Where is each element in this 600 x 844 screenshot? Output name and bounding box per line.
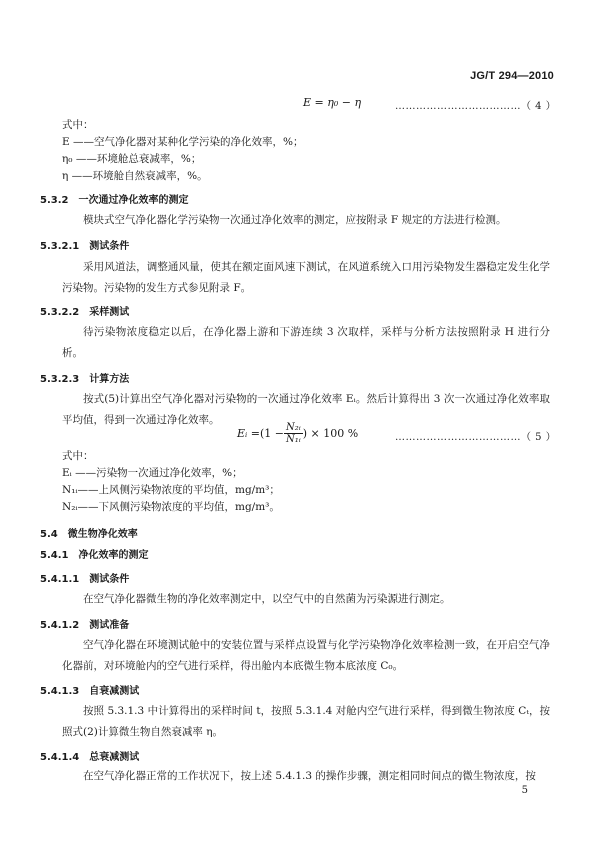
paragraph: 在空气净化器正常的工作状况下，按上述 5.4.1.3 的操作步骤，测定相同时间点的微生物浓度，按 [83,770,536,782]
section-heading: 5.4 微生物净化效率 [40,529,138,540]
fraction [284,422,303,445]
definitions-intro: 式中： [62,450,94,462]
paragraph: 按照 5.3.1.3 中计算得出的采样时间 t，按照 5.3.1.4 对舱内空气进行采样，得到微生物浓度 Cₜ，按照式(2)计算微生物自然衰减率 η。 [62,705,550,738]
section-heading: 5.4.1.2 测试准备 [40,620,130,631]
definition-item: η ——环境舱自然衰减率，%。 [62,170,208,182]
fraction-denominator: N₁ᵢ [285,434,301,445]
section-heading: 5.3.2.1 测试条件 [40,241,130,252]
definition-item: E ——空气净化器对某种化学污染的净化效率，%； [62,136,304,148]
definition-item: N₁ᵢ——上风侧污染物浓度的平均值，mg/m³； [62,484,280,496]
section-heading: 5.3.2.3 计算方法 [40,374,130,385]
equation-5 [237,422,358,445]
definition-item: η₀ ——环境舱总衰减率，%； [62,153,202,165]
equation-4-number: ………………………………（ 4 ） [395,101,557,112]
equation-4: E = η₀ − η [303,96,362,109]
fraction-numerator: N₂ᵢ [285,422,301,433]
equation-5-lhs: Eᵢ = [237,427,260,440]
definition-item: Eᵢ ——污染物一次通过净化效率，%； [62,467,243,479]
paragraph: 模块式空气净化器化学污染物一次通过净化效率的测定，应按附录 F 规定的方法进行检测。 [83,214,507,226]
section-heading: 5.3.2.2 采样测试 [40,307,130,318]
section-heading: 5.4.1.1 测试条件 [40,574,130,585]
paragraph: 按式(5)计算出空气净化器对污染物的一次通过净化效率 Eᵢ。然后计算得出 3 次一次通过净化效率取平均值，得到一次通过净化效率。 [62,393,550,426]
definitions-intro: 式中： [62,119,94,131]
paragraph: 在空气净化器微生物的净化效率测定中，以空气中的自然菌为污染源进行测定。 [83,593,451,605]
paragraph: 采用风道法，调整通风量，使其在额定面风速下测试，在风道系统入口用污染物发生器稳定发生化学污染物。污染物的发生方式参见附录 F。 [62,261,550,294]
section-heading: 5.4.1.4 总衰减测试 [40,752,140,763]
definition-item: N₂ᵢ——下风侧污染物浓度的平均值，mg/m³。 [62,501,280,513]
equation-5-open: (1 − [259,427,284,440]
section-heading: 5.4.1 净化效率的测定 [40,550,149,561]
standard-number: JG/T 294—2010 [470,70,554,82]
paragraph: 待污染物浓度稳定以后，在净化器上游和下游连续 3 次取样，采样与分析方法按照附录 H 进行分析。 [62,326,550,359]
section-heading: 5.4.1.3 自衰减测试 [40,686,140,697]
page-number: 5 [521,785,528,796]
equation-5-number: ………………………………（ 5 ） [395,432,557,443]
paragraph: 空气净化器在环境测试舱中的安装位置与采样点设置与化学污染物净化效率检测一致，在开启空气净化器前，对环境舱内的空气进行采样，得出舱内本底微生物本底浓度 C₀。 [62,639,550,672]
section-heading: 5.3.2 一次通过净化效率的测定 [40,195,189,206]
equation-5-close: ) × 100 % [302,427,359,440]
